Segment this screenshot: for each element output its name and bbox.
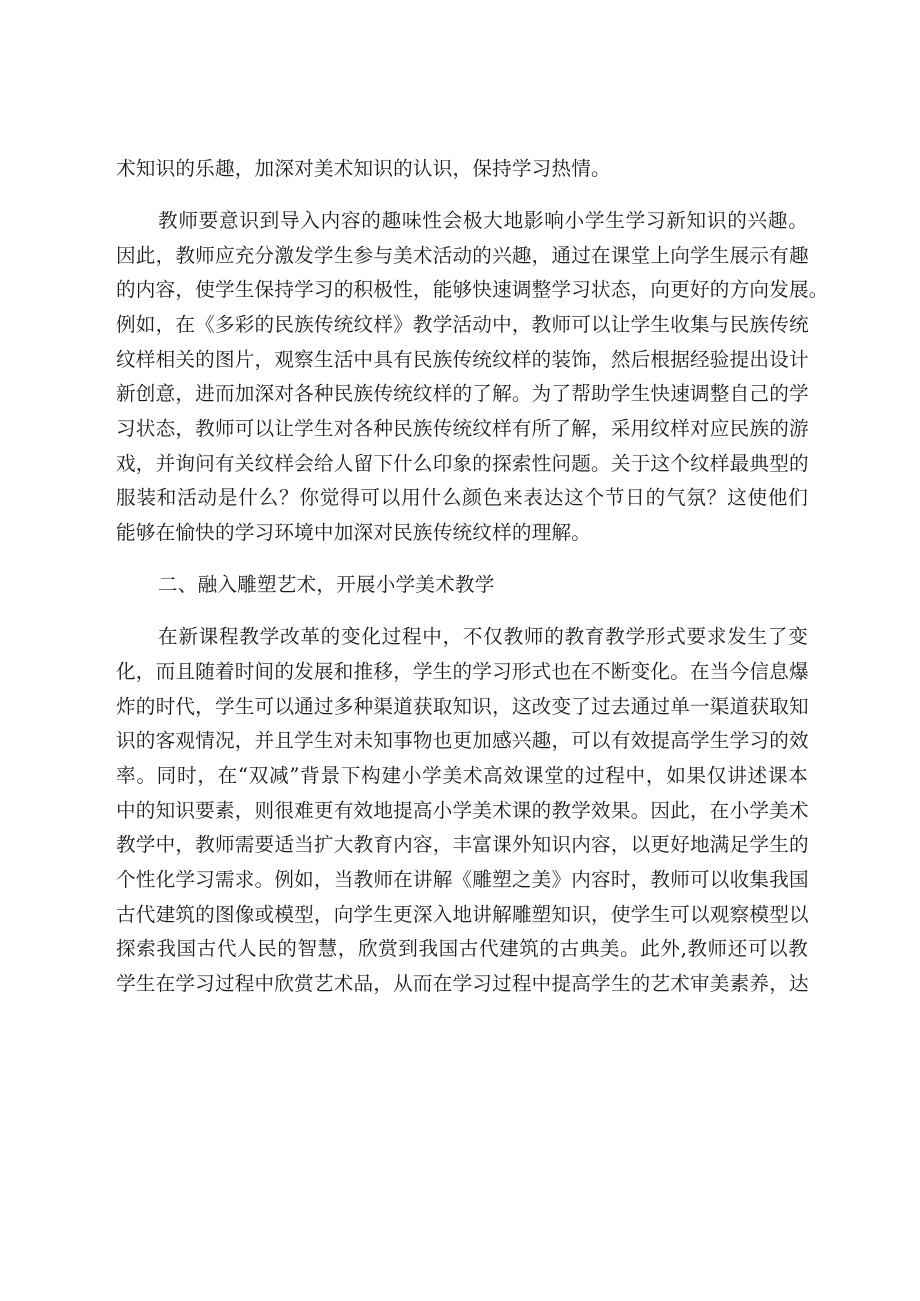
paragraph-1-line-1: 术知识的乐趣，加深对美术知识的认识，保持学习热情。 bbox=[116, 157, 611, 180]
paragraph-3-line-6: 中的知识要素，则很难更有效地提高小学美术课的教学效果。因此，在小学美术 bbox=[116, 798, 809, 822]
paragraph-3-line-7: 教学中，教师需要适当扩大教育内容，丰富课外知识内容，以更好地满足学生的 bbox=[116, 833, 809, 857]
paragraph-2-line-9: 服装和活动是什么？你觉得可以用什么颜色来表达这个节日的气氛？这使他们 bbox=[116, 486, 808, 510]
paragraph-2-line-6: 新创意，进而加深对各种民族传统纹样的了解。为了帮助学生快速调整自己的学 bbox=[116, 382, 809, 406]
paragraph-2-line-2: 因此，教师应充分激发学生参与美术活动的兴趣，通过在课堂上向学生展示有趣 bbox=[116, 243, 809, 267]
paragraph-2-line-3: 的内容，使学生保持学习的积极性，能够快速调整学习状态，向更好的方向发展。 bbox=[116, 278, 829, 302]
paragraph-2-line-7: 习状态，教师可以让学生对各种民族传统纹样有所了解，采用纹样对应民族的游 bbox=[116, 417, 809, 441]
paragraph-3-line-4: 识的客观情况，并且学生对未知事物也更加感兴趣，可以有效提高学生学习的效 bbox=[116, 729, 809, 753]
paragraph-3-line-8: 个性化学习需求。例如，当教师在讲解《雕塑之美》内容时，教师可以收集我国 bbox=[116, 867, 809, 891]
paragraph-2-line-10: 能够在愉快的学习环境中加深对民族传统纹样的理解。 bbox=[116, 521, 592, 545]
paragraph-3-line-11: 学生在学习过程中欣赏艺术品，从而在学习过程中提高学生的艺术审美素养，达 bbox=[116, 972, 809, 996]
paragraph-3-line-9: 古代建筑的图像或模型，向学生更深入地讲解雕塑知识，使学生可以观察模型以 bbox=[116, 902, 809, 926]
paragraph-2-line-5: 纹样相关的图片，观察生活中具有民族传统纹样的装饰，然后根据经验提出设计 bbox=[116, 347, 809, 371]
paragraph-3-line-3: 炸的时代，学生可以通过多种渠道获取知识，这改变了过去通过单一渠道获取知 bbox=[116, 694, 809, 718]
paragraph-2 bbox=[116, 204, 829, 551]
paragraph-2-line-1: 教师要意识到导入内容的趣味性会极大地影响小学生学习新知识的兴趣。 bbox=[158, 208, 808, 232]
section-heading: 二、融入雕塑艺术，开展小学美术教学 bbox=[158, 573, 495, 597]
document-body bbox=[116, 152, 829, 1002]
paragraph-2-line-8: 戏，并询问有关纹样会给人留下什么印象的探索性问题。关于这个纹样最典型的 bbox=[116, 451, 809, 475]
paragraph-3 bbox=[116, 620, 808, 1002]
paragraph-3-line-1: 在新课程教学改革的变化过程中，不仅教师的教育教学形式要求发生了变 bbox=[158, 625, 808, 649]
paragraph-3-line-10: 探索我国古代人民的智慧，欣赏到我国古代建筑的古典美。此外,教师还可以教 bbox=[116, 937, 808, 961]
paragraph-2-line-4: 例如，在《多彩的民族传统纹样》教学活动中，教师可以让学生收集与民族传统 bbox=[116, 313, 809, 337]
paragraph-3-line-2: 化，而且随着时间的发展和推移，学生的学习形式也在不断变化。在当今信息爆 bbox=[116, 659, 809, 683]
paragraph-3-line-5: 率。同时，在“双减”背景下构建小学美术高效课堂的过程中，如果仅讲述课本 bbox=[116, 763, 808, 787]
